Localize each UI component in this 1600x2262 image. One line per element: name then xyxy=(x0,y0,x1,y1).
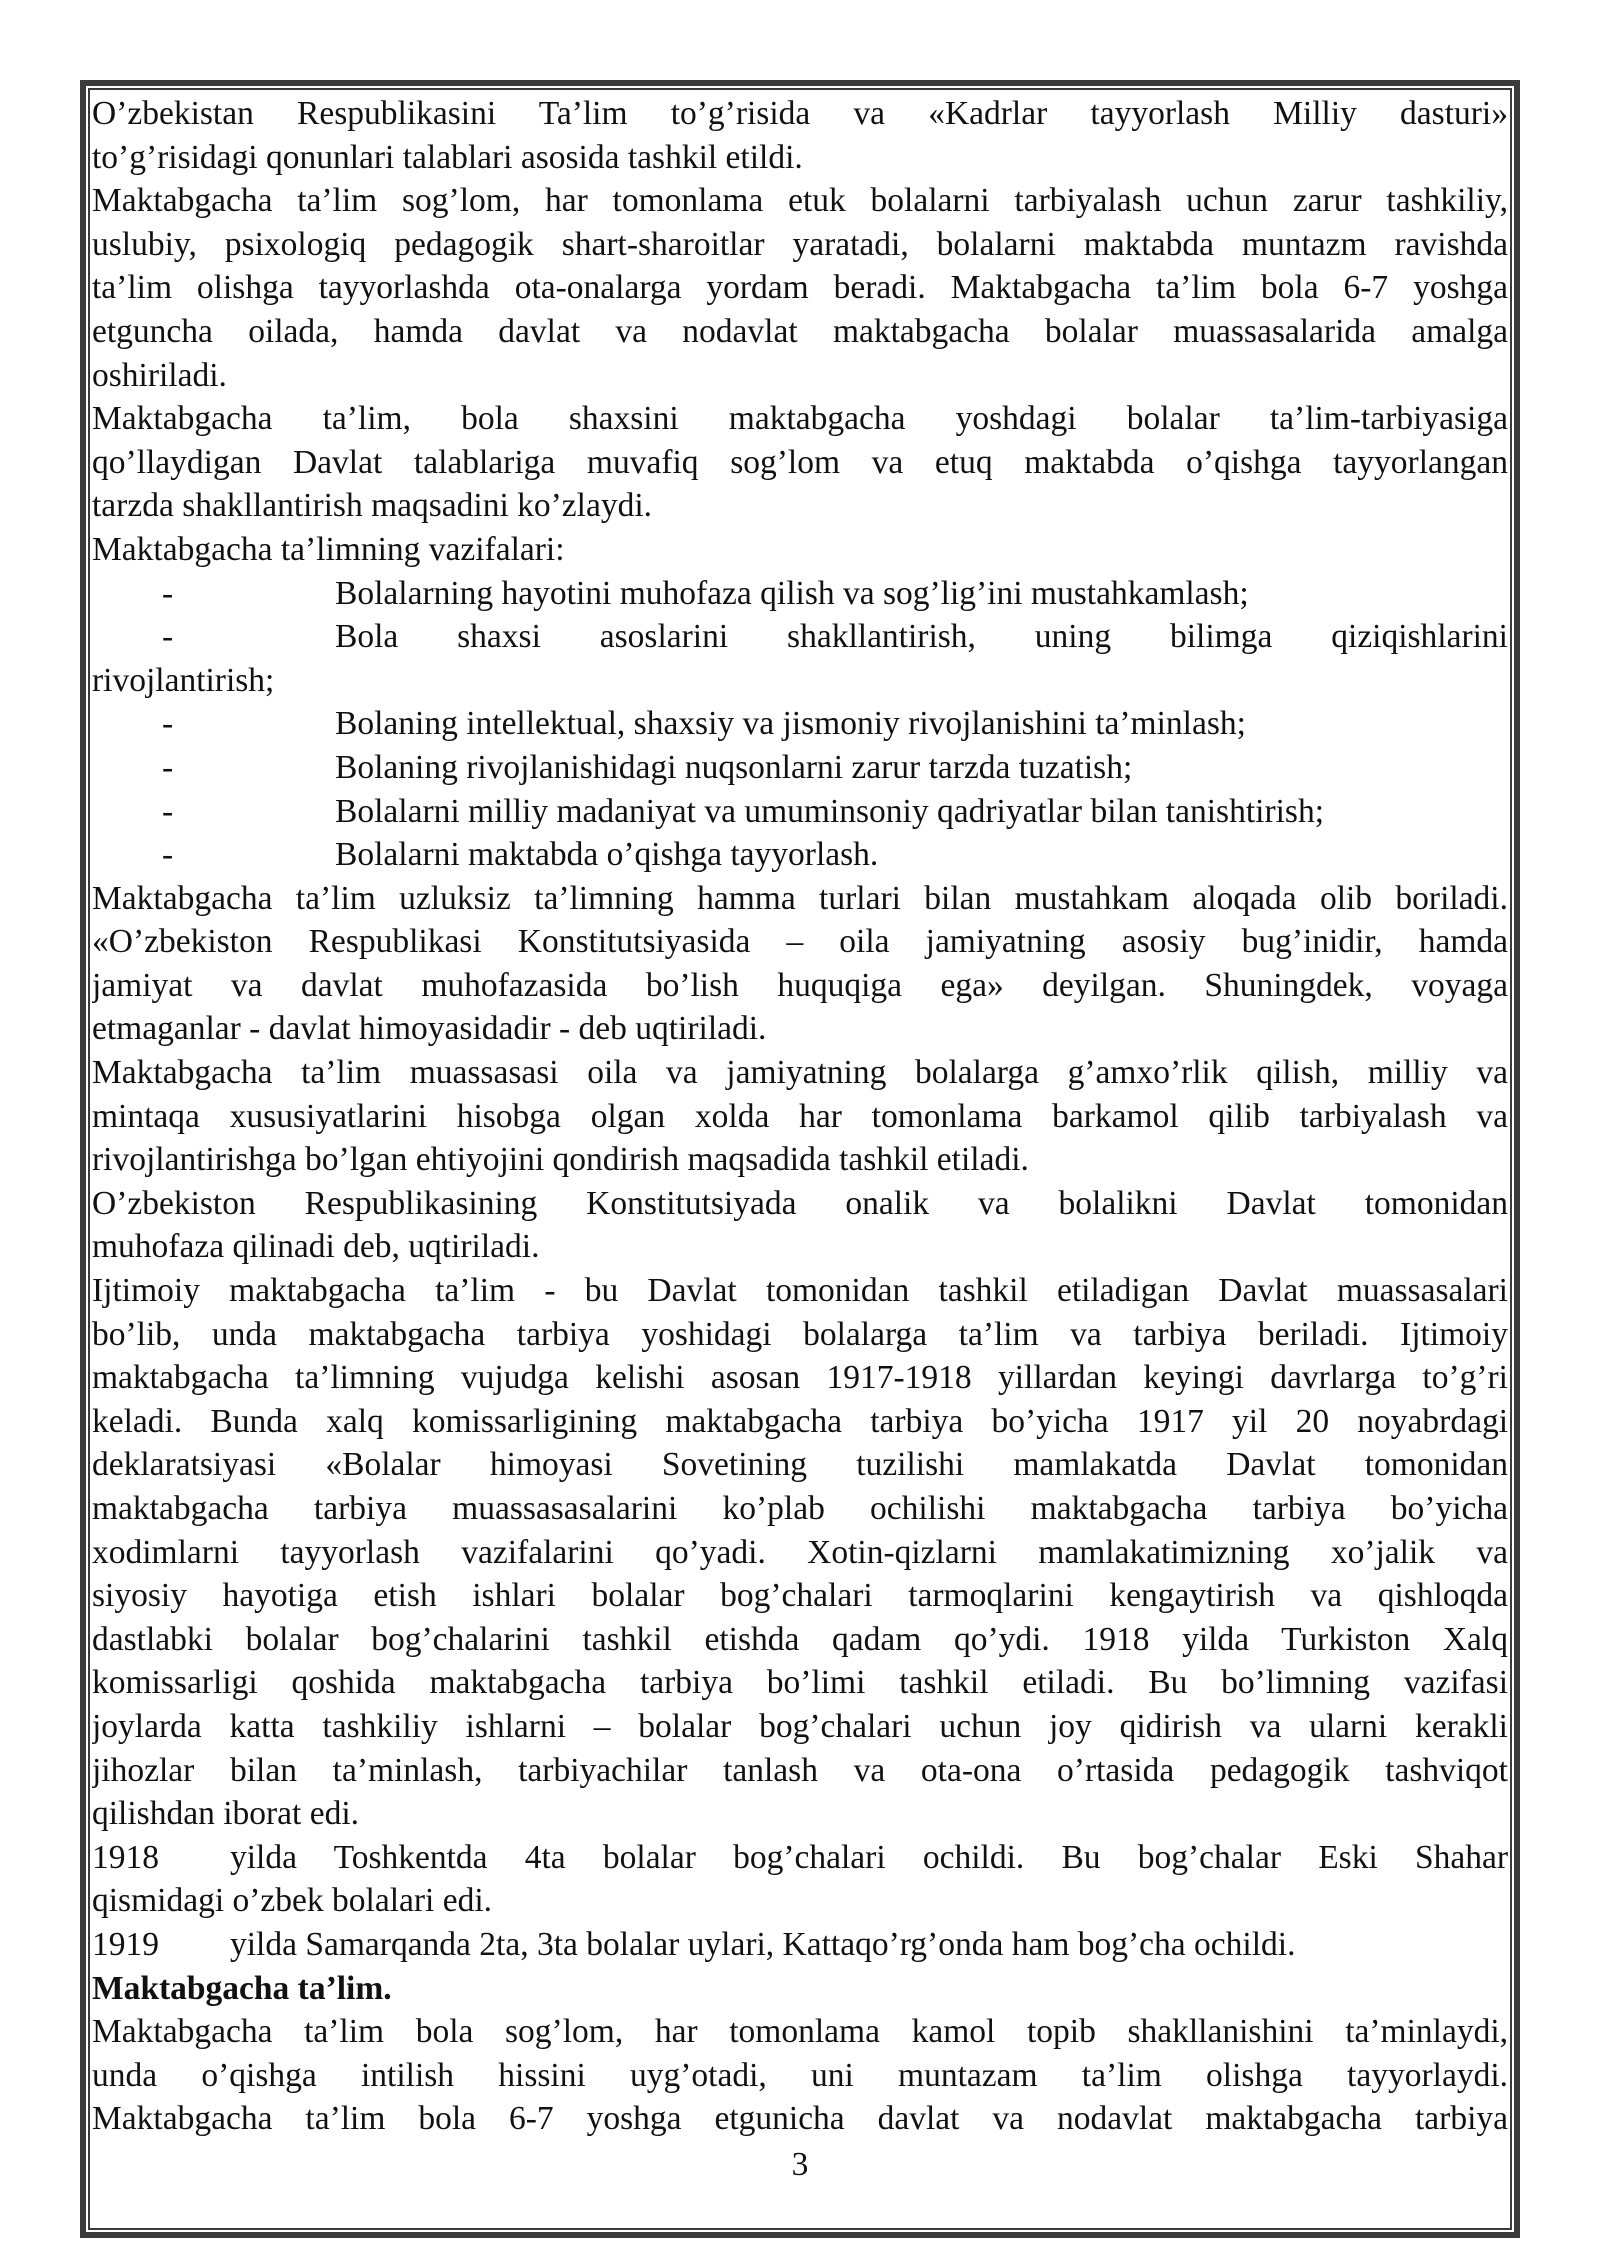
text-line: qismidagi o’zbek bolalari edi. xyxy=(92,1882,493,1920)
list-dash: - xyxy=(162,836,174,874)
text-line: Maktabgacha ta’lim uzluksiz ta’limning hamma turlari bilan mustahkam aloqada olib boriladi. xyxy=(92,879,1508,917)
list-heading: Maktabgacha ta’limning vazifalari: xyxy=(92,530,565,568)
text-line: Maktabgacha ta’lim sog’lom, har tomonlama etuk bolalarni tarbiyalash uchun zarur tashkiliy, xyxy=(92,182,1508,220)
text-line: siyosiy hayotiga etish ishlari bolalar bog’chalari tarmoqlarini kengaytirish va qishloqda xyxy=(92,1577,1508,1615)
text-line: ta’lim olishga tayyorlashda ota-onalarga yordam beradi. Maktabgacha ta’lim bola 6-7 yoshga xyxy=(92,269,1508,307)
text-line: to’g’risidagi qonunlari talablari asosida tashkil etildi. xyxy=(92,138,803,176)
text-line: komissarligi qoshida maktabgacha tarbiya bo’limi tashkil etiladi. Bu bo’limning vazifasi xyxy=(92,1664,1508,1702)
list-dash: - xyxy=(162,792,174,830)
list-item xyxy=(92,790,1508,834)
list-item-text: Bolalarning hayotini muhofaza qilish va sog’lig’ini mustahkamlash; xyxy=(335,574,1249,612)
text-line: rivojlantirishga bo’lgan ehtiyojini qondirish maqsadida tashkil etiladi. xyxy=(92,1141,1029,1179)
year-label: 1918 xyxy=(92,1838,159,1876)
list-item xyxy=(92,702,1508,746)
text-line: O’zbekistan Respublikasini Ta’lim to’g’risida va «Kadrlar tayyorlash Milliy dasturi» xyxy=(92,95,1508,132)
text-line: Ijtimoiy maktabgacha ta’lim - bu Davlat tomonidan tashkil etiladigan Davlat muassasalari xyxy=(92,1272,1508,1310)
text-line: Maktabgacha ta’lim bola sog’lom, har tomonlama kamol topib shakllanishini ta’minlaydi, xyxy=(92,2013,1508,2051)
list-item-text: Bolaning intellektual, shaxsiy va jismoniy rivojlanishini ta’minlash; xyxy=(335,705,1246,743)
text-line: unda o’qishga intilish hissini uyg’otadi, uni muntazam ta’lim olishga tayyorlaydi. xyxy=(92,2056,1508,2094)
text-line: bo’lib, unda maktabgacha tarbiya yoshidagi bolalarga ta’lim va tarbiya beriladi. Ijtimoiy xyxy=(92,1315,1508,1353)
list-item-text: Bolaning rivojlanishidagi nuqsonlarni zarur tarzda tuzatish; xyxy=(335,748,1133,786)
document-body xyxy=(92,92,1508,2141)
list-item-continuation: rivojlantirish; xyxy=(92,661,275,699)
year-entry-text: yilda Toshkentda 4ta bolalar bog’chalari ochildi. Bu bog’chalar Eski Shahar xyxy=(230,1838,1508,1876)
list-item xyxy=(92,572,1508,616)
list-item xyxy=(92,615,1508,659)
text-line: joylarda katta tashkiliy ishlarni – bolalar bog’chalari uchun joy qidirish va ularni kerakli xyxy=(92,1707,1508,1745)
text-line: maktabgacha ta’limning vujudga kelishi asosan 1917-1918 yillardan keyingi davrlarga to’g’ri xyxy=(92,1359,1508,1397)
text-line: «O’zbekiston Respublikasi Konstitutsiyasida – oila jamiyatning asosiy bug’inidir, hamda xyxy=(92,923,1508,961)
text-line: deklaratsiyasi «Bolalar himoyasi Sovetining tuzilishi mamlakatda Davlat tomonidan xyxy=(92,1446,1508,1484)
list-dash: - xyxy=(162,574,174,612)
text-line: qo’llaydigan Davlat talablariga muvafiq sog’lom va etuq maktabda o’qishga tayyorlangan xyxy=(92,443,1508,481)
text-line: mintaqa xususiyatlarini hisobga olgan xolda har tomonlama barkamol qilib tarbiyalash va xyxy=(92,1097,1508,1135)
year-label: 1919 xyxy=(92,1925,159,1963)
text-line: etmaganlar ‑ davlat himoyasidadir - deb uqtiriladi. xyxy=(92,1010,767,1048)
text-line: dastlabki bolalar bog’chalarini tashkil etishda qadam qo’ydi. 1918 yilda Turkiston Xalq xyxy=(92,1620,1508,1658)
text-line: oshiriladi. xyxy=(92,356,227,394)
text-line: Maktabgacha ta’lim muassasasi oila va jamiyatning bolalarga g’amxo’rlik qilish, milliy va xyxy=(92,1054,1508,1092)
year-entry-text: yilda Samarqanda 2ta, 3ta bolalar uylari, Kattaqo’rg’onda ham bog’cha ochildi. xyxy=(230,1925,1296,1963)
text-line: jihozlar bilan ta’minlash, tarbiyachilar tanlash va ota-ona o’rtasida pedagogik tashviqot xyxy=(92,1751,1508,1789)
page-number: 3 xyxy=(791,2146,809,2183)
list-dash: - xyxy=(162,705,174,743)
text-line: O’zbekiston Respublikasining Konstitutsiyada onalik va bolalikni Davlat tomonidan xyxy=(92,1184,1508,1222)
list-item-text: Bola shaxsi asoslarini shakllantirish, uning bilimga qiziqishlarini xyxy=(335,618,1508,656)
list-item xyxy=(92,833,1508,877)
text-line: tarzda shakllantirish maqsadini ko’zlaydi. xyxy=(92,487,653,525)
list-item-text: Bolalarni maktabda o’qishga tayyorlash. xyxy=(335,836,879,874)
year-entry xyxy=(92,1836,1508,1880)
text-line: keladi. Bunda xalq komissarligining maktabgacha tarbiya bo’yicha 1917 yil 20 noyabrdagi xyxy=(92,1402,1508,1440)
text-line: Maktabgacha ta’lim, bola shaxsini maktabgacha yoshdagi bolalar ta’lim-tarbiyasiga xyxy=(92,400,1508,438)
text-line: xodimlarni tayyorlash vazifalarini qo’yadi. Xotin-qizlarni mamlakatimizning xo’jalik va xyxy=(92,1533,1508,1571)
text-line: jamiyat va davlat muhofazasida bo’lish huquqiga ega» deyilgan. Shuningdek, voyaga xyxy=(92,966,1508,1004)
text-line: Maktabgacha ta’lim bola 6-7 yoshga etgunicha davlat va nodavlat maktabgacha tarbiya xyxy=(92,2100,1508,2138)
list-dash: - xyxy=(162,618,174,656)
list-dash: - xyxy=(162,748,174,786)
text-line: uslubiy, psixologiq pedagogik shart-sharoitlar yaratadi, bolalarni maktabda muntazm ravishda xyxy=(92,225,1508,263)
text-line: maktabgacha tarbiya muassasasalarini ko’plab ochilishi maktabgacha tarbiya bo’yicha xyxy=(92,1490,1508,1527)
text-line: qilishdan iborat edi. xyxy=(92,1795,360,1833)
year-entry xyxy=(92,1923,1508,1967)
section-heading: Maktabgacha ta’lim. xyxy=(92,1969,392,2007)
list-item xyxy=(92,746,1508,790)
list-item-text: Bolalarni milliy madaniyat va umuminsoniy qadriyatlar bilan tanishtirish; xyxy=(335,792,1325,830)
text-line: etguncha oilada, hamda davlat va nodavlat maktabgacha bolalar muassasalarida amalga xyxy=(92,312,1508,350)
text-line: muhofaza qilinadi deb, uqtiriladi. xyxy=(92,1228,540,1266)
